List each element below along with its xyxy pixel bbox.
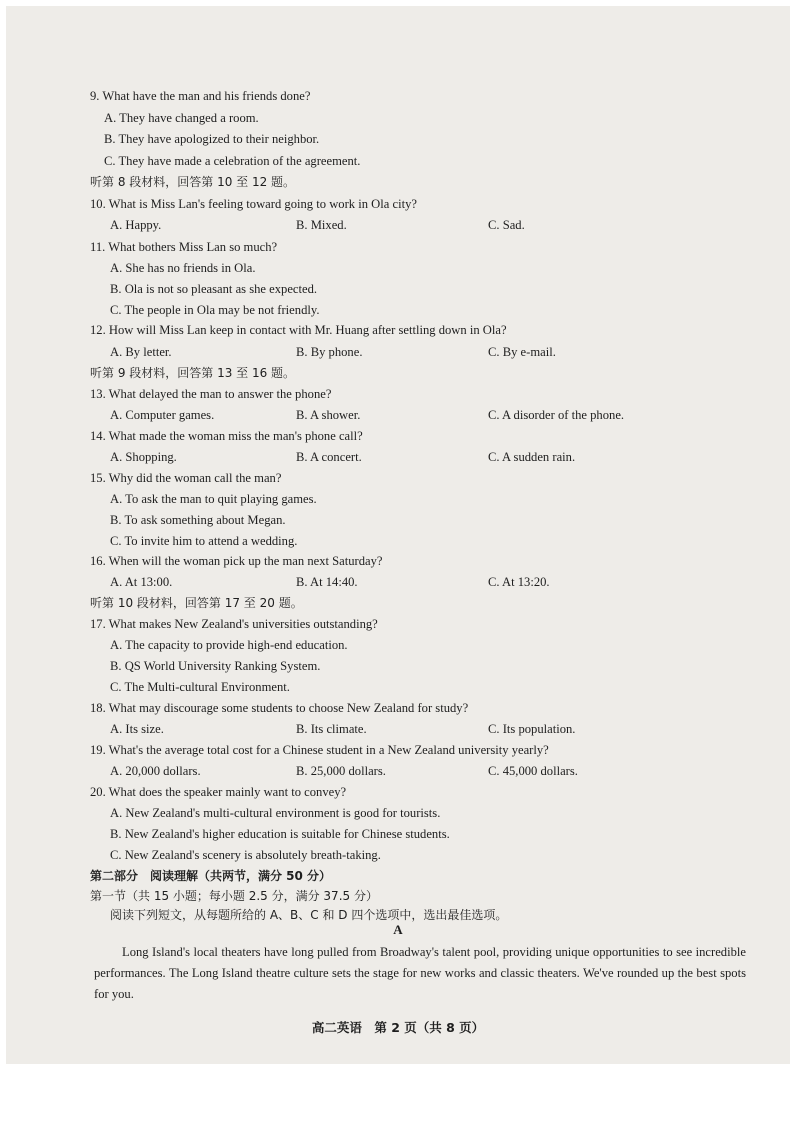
question-11-option-c: C. The people in Ola may be not friendly. (110, 303, 320, 317)
question-16-option-c: C. At 13:20. (488, 575, 550, 589)
exam-page (6, 6, 790, 1064)
question-16-option-b: B. At 14:40. (296, 575, 358, 589)
question-9-option-a: A. They have changed a room. (104, 111, 259, 125)
question-17-option-a: A. The capacity to provide high-end education. (110, 638, 348, 652)
question-9-option-b: B. They have apologized to their neighbor. (104, 132, 320, 146)
part-two-heading: 第二部分 阅读理解（共两节，满分 50 分） (90, 869, 332, 883)
passage-text: Long Island's local theaters have long pulled from Broadway's talent pool, providing unique opportunities to see incredible performances. The Long Island theatre culture sets the stage for new works and classic theaters. We've rounded up the best spots for you. (94, 945, 746, 1001)
question-20-option-c: C. New Zealand's scenery is absolutely breath-taking. (110, 848, 381, 862)
question-20-option-a: A. New Zealand's multi-cultural environment is good for tourists. (110, 806, 441, 820)
question-12-option-b: B. By phone. (296, 345, 363, 359)
question-10-option-a: A. Happy. (110, 218, 162, 232)
question-17-stem: 17. What makes New Zealand's universities outstanding? (90, 617, 378, 631)
question-9-option-c: C. They have made a celebration of the agreement. (104, 154, 361, 168)
question-13-option-a: A. Computer games. (110, 408, 215, 422)
question-18-stem: 18. What may discourage some students to choose New Zealand for study? (90, 701, 469, 715)
question-20-option-b: B. New Zealand's higher education is suitable for Chinese students. (110, 827, 450, 841)
question-15-option-c: C. To invite him to attend a wedding. (110, 534, 298, 548)
question-17-option-b: B. QS World University Ranking System. (110, 659, 321, 673)
question-18-option-a: A. Its size. (110, 722, 164, 736)
question-13-option-b: B. A shower. (296, 408, 361, 422)
question-17-option-c: C. The Multi-cultural Environment. (110, 680, 290, 694)
question-20-stem: 20. What does the speaker mainly want to convey? (90, 785, 347, 799)
question-11-option-a: A. She has no friends in Ola. (110, 261, 256, 275)
question-10-stem: 10. What is Miss Lan's feeling toward going to work in Ola city? (90, 197, 417, 211)
question-18-option-b: B. Its climate. (296, 722, 367, 736)
question-15-option-a: A. To ask the man to quit playing games. (110, 492, 317, 506)
question-16-option-a: A. At 13:00. (110, 575, 173, 589)
question-9-stem: 9. What have the man and his friends done? (90, 89, 311, 103)
section-one-heading: 第一节（共 15 小题；每小题 2.5 分，满分 37.5 分） (90, 889, 378, 903)
instruction-section-10: 听第 10 段材料，回答第 17 至 20 题。 (90, 596, 303, 610)
instruction-section-9: 听第 9 段材料，回答第 13 至 16 题。 (90, 366, 296, 380)
question-12-option-c: C. By e-mail. (488, 345, 556, 359)
question-18-option-c: C. Its population. (488, 722, 576, 736)
question-10-option-c: C. Sad. (488, 218, 525, 232)
question-14-option-c: C. A sudden rain. (488, 450, 576, 464)
question-13-option-c: C. A disorder of the phone. (488, 408, 625, 422)
question-14-option-b: B. A concert. (296, 450, 362, 464)
question-14-stem: 14. What made the woman miss the man's phone call? (90, 429, 363, 443)
question-13-stem: 13. What delayed the man to answer the phone? (90, 387, 332, 401)
question-15-option-b: B. To ask something about Megan. (110, 513, 286, 527)
question-19-stem: 19. What's the average total cost for a Chinese student in a New Zealand university yearly? (90, 743, 549, 757)
question-12-option-a: A. By letter. (110, 345, 172, 359)
instruction-section-8: 听第 8 段材料，回答第 10 至 12 题。 (90, 175, 296, 189)
question-19-option-b: B. 25,000 dollars. (296, 764, 386, 778)
question-11-option-b: B. Ola is not so pleasant as she expected. (110, 282, 318, 296)
question-11-stem: 11. What bothers Miss Lan so much? (90, 240, 278, 254)
question-19-option-a: A. 20,000 dollars. (110, 764, 201, 778)
question-19-option-c: C. 45,000 dollars. (488, 764, 578, 778)
question-14-option-a: A. Shopping. (110, 450, 177, 464)
question-10-option-b: B. Mixed. (296, 218, 347, 232)
question-12-stem: 12. How will Miss Lan keep in contact with Mr. Huang after settling down in Ola? (90, 323, 507, 337)
page-footer: 高二英语 第 2 页（共 8 页） (311, 1020, 485, 1035)
passage-label: A (393, 922, 403, 937)
question-15-stem: 15. Why did the woman call the man? (90, 471, 282, 485)
question-16-stem: 16. When will the woman pick up the man next Saturday? (90, 554, 383, 568)
reading-instruction: 阅读下列短文，从每题所给的 A、B、C 和 D 四个选项中，选出最佳选项。 (110, 908, 508, 922)
